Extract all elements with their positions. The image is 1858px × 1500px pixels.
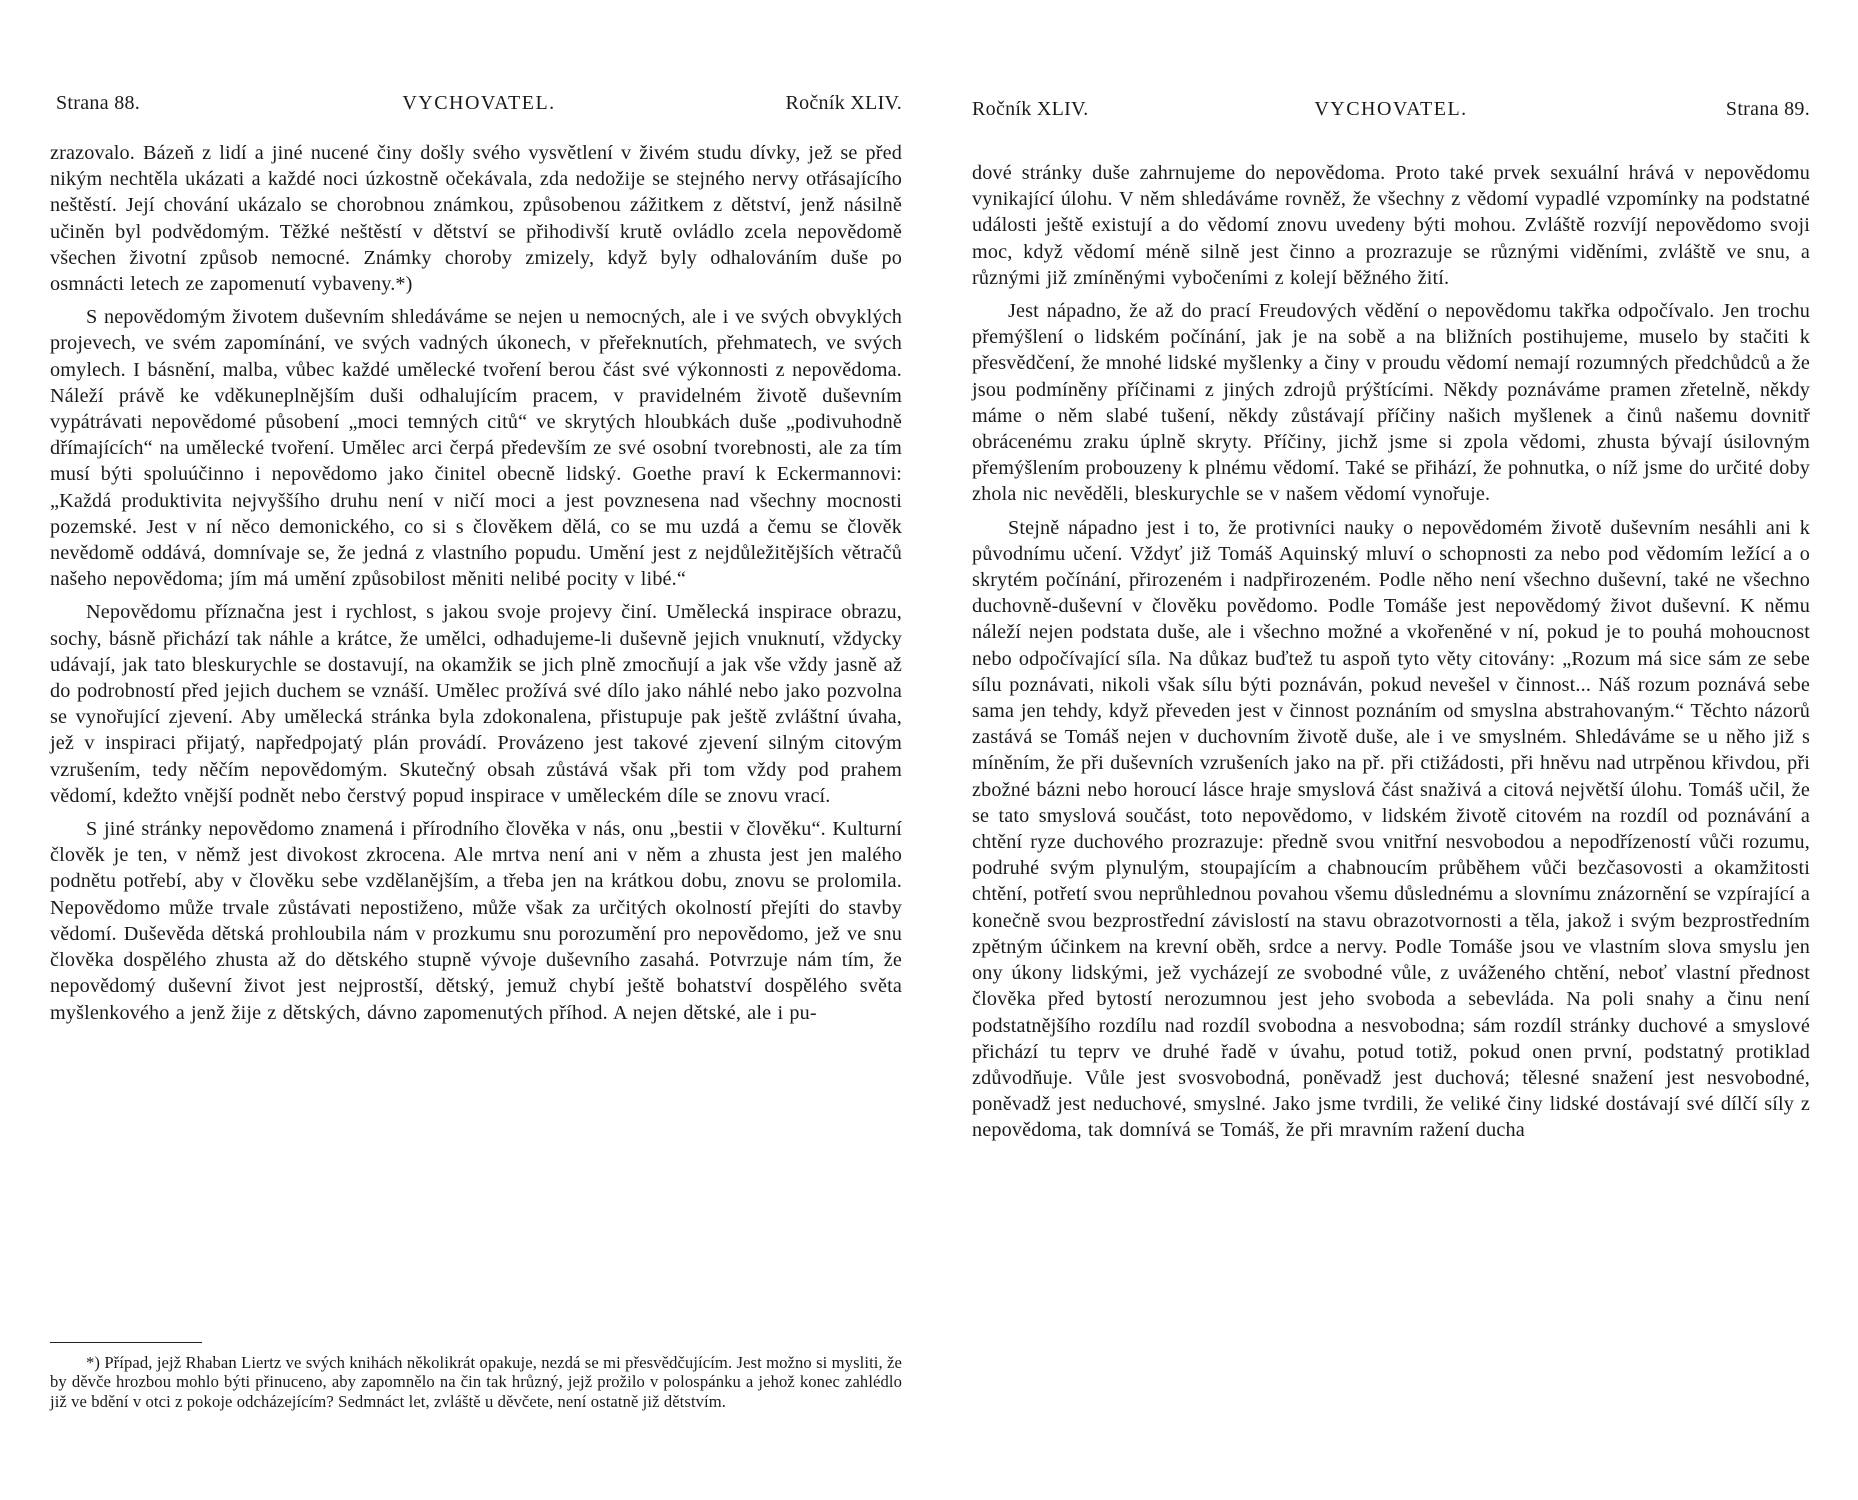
paragraph: S nepovědomým životem duševním shledáváme se nejen u nemocných, ale i ve svých obvyklých projevech, ve svém zapomínání, ve svých vadných úkonech, v přeřeknutích, přehmatech, ve svých omylech. I básnění, malba, vůbec každé umělecké tvoření berou část své výkonnosti z nepovědoma. Náleží právě ke vděkuneplnějším duši odhalujícím pracem, v pravidelném životě duševním vypátrávati nepovědomé působení „moci temných citů“ ve skrytých hloubkách duše „podivuhodně dřímajících“ na umělecké tvoření. Umělec arci čerpá především ze své osobní tvorebnosti, ale za tím musí býti spoluúčinno i nepovědomo jako činitel obecně lidský. Goethe praví k Eckermannovi: „Každá produktivita nejvyššího druhu není v ničí moci a jest povznesena nad všechny mocnosti pozemské. Jest v ní něco demonického, co si s člověkem dělá, co se mu uzdá a čemu se člověk nevědomě oddává, domnívaje se, že jedná z vlastního popudu. Umění jest z nejdůležitějších větračů našeho nepovědoma; jím má umění způsobilost měniti nelibé pocity v libé.“ <box>50 306 902 591</box>
paragraph: zrazovalo. Bázeň z lidí a jiné nucené činy došly svého vysvětlení v živém studu dívky, jež se před nikým nechtěla ukázati a každé noci úzkostně očekávala, zda nedožije se stejného nervy otřásajícího neštěstí. Její chování ukázalo se chorobnou známkou, způsobenou zážitkem z dětství, jenž násilně učiněn byl podvědomým. Těžké neštěstí v dětství se přihodivší krutě ovládlo zcela nepovědomě všechen životní způsob nemocné. Známky choroby zmizely, když byly odhalováním duše po osmnácti letech ze zapomenutí vybaveny.*) <box>50 142 902 296</box>
journal-title: VYCHOVATEL. <box>1314 98 1468 120</box>
paragraph: dové stránky duše zahrnujeme do nepovědoma. Proto také prvek sexuální hrává v nepovědomu vynikající úlohu. V něm shledáváme rovněž, že všechny z vědomí vypadlé vzpomínky na podstatné události ještě existují a do vědomí znovu uvedeny býti mohou. Zvláště rozvíjí nepovědomo svoji moc, když vědomí méně silně jest činno a prozrazuje se různými viděními, zvláště ve snu, a různými již zmíněnými vybočeními z kolejí běžného žití. <box>972 162 1810 289</box>
page-number: Strana 89. <box>1725 98 1810 120</box>
footnote-text: *) Případ, jejž Rhaban Liertz ve svých knihách několikrát opakuje, nezdá se mi přesvědčujícím. Jest možno si mysliti, že by děvče hrozbou mohlo býti přinuceno, aby zapomnělo na čin tak hrůzný, jejž prožilo v polospánku a jehož konec zahlédlo již ve bdění v otci z pokoje odcházejícím? Sedmnáct let, zvláště u děvčete, není ostatně již dětstvím. <box>50 1353 902 1411</box>
right-page-header <box>972 98 1810 128</box>
footnote-divider <box>50 1342 202 1343</box>
paragraph: Stejně nápadno jest i to, že protivníci nauky o nepovědomém životě duševním nesáhli ani k původnímu učení. Vždyť již Tomáš Aquinský mluví o schopnosti za nebo pod vědomím ležící a o skrytém počínání, přirozeném i nadpřirozeném. Podle něho není všechno duševní, také ne všechno duchovně-duševní v člověku povědomo. Podle Tomáše jest nepovědomý život duševní. K němu náleží nejen podstata duše, ale i všechno možné a vkořeněné v ní, pokud je to pouhá mohoucnost nebo odpočívající síla. Na důkaz buďtež tu aspoň tyto věty citovány: „Rozum má sice sám ze sebe sílu poznávati, nikoli však sílu býti poznáván, pokud nevešel v činnost... Náš rozum poznává sebe sama jen tehdy, když převeden jest v činnost poznáním od smyslna abstrahovaným.“ Těchto názorů zastává se Tomáš nejen v duchovním životě duše, ale i ve smyslném. Shledáváme se u něho již s míněním, že při duševních vzrušeních jako na př. při ctižádosti, při hněvu nad utrpěnou křivdou, při zbožné bázni nebo horoucí lásce hraje smyslová část snaživá a citová největší úlohu. Tomáš učil, že se tato smyslová součást, toto nepovědomo, v lidském životě citovém na rozdíl od poznávání a chtění ryze duchového prozrazuje: předně svou vnitřní nesvobodou a nepodřízeností vůči rozumu, podruhé svým plynulým, stoupajícím a chabnoucím průběhem vůči bezčasovosti a okamžitosti chtění, potřetí svou neprůhlednou povahou všemu důslednému a slovnímu znázornění se vzpírající a konečně svou bezprostřední závislostí na stavu obrazotvornosti a těla, jakož i svým bezprostředním zpětným účinkem na krevní oběh, srdce a nervy. Podle Tomáše jsou ve vlastním slova smyslu jen ony úkony lidskými, jež vycházejí ze svobodné vůle, z uváženého chtění, neboť vlastní přednost člověka před bytostí nerozumnou jest jeho svoboda a sebevláda. Na poli snahy a činu není podstatnějšího rozdílu nad rozdíl svobodna a nesvobodna; sám rozdíl stránky duchové a smyslové přichází tu teprv ve druhé řadě v úvahu, potud totiž, pokud onen první, podstatný protiklad zdůvodňuje. Vůle jest svosvobodná, poněvadž jest duchová; tělesné snažení jest nesvobodné, poněvadž jest neduchové, smyslné. Jako jsme tvrdili, že veliké činy lidské dostávají své dílčí síly z nepovědoma, tak domnívá se Tomáš, že při mravním ražení ducha <box>972 516 1810 1142</box>
paragraph: Jest nápadno, že až do prací Freudových vědění o nepovědomu takřka odpočívalo. Jen trochu přemýšlení o lidském počínání, jak je na sobě a na bližních postihujeme, muselo by stačiti k přesvědčení, že mnohé lidské myšlenky a činy v proudu vědomí nemají rozumných předchůdců a že jsou podmíněny příčinami z jiných zdrojů prýštícími. Někdy poznáváme pramen zřetelně, někdy máme o něm slabé tušení, někdy zůstávají příčiny našich myšlenek a činů našemu dovnitř obrácenému zraku úplně skryty. Příčiny, jichž jsme si zpola vědomi, zhusta bývají úsilovným přemýšlením probouzeny k plnému vědomí. Také se přihází, že pohnutka, o níž jsme do určité doby zhola nic nevěděli, bleskurychle se v našem vědomí vynořuje. <box>972 300 1810 506</box>
paragraph: Nepovědomu příznačna jest i rychlost, s jakou svoje projevy činí. Umělecká inspirace obrazu, sochy, básně přichází tak náhle a krátce, že umělci, odhadujeme-li duševně jejich vnuknutí, vždycky udávají, jak tato bleskurychle se dostavují, na okamžik se jich plně zmocňují a jak vše vždy jasně až do podrobností před jejich duchem se vznáší. Umělec prožívá své dílo jako náhlé nebo jako pozvolna se vynořující zjevení. Aby umělecká stránka byla zdokonalena, přistupuje pak ještě zvláštní úvaha, jež v inspiraci přijatý, napředpojatý plán provádí. Provázeno jest takové zjevení silným citovým vzrušením, tedy něčím nepovědomým. Skutečný obsah zůstává však při tom vždy pod prahem vědomí, kdežto vnější podnět nebo čerstvý popud inspirace v uměleckém díle se znovu vrací. <box>50 601 902 807</box>
left-page-header <box>56 92 902 122</box>
left-page-body <box>50 140 902 1026</box>
right-page <box>972 0 1810 1500</box>
right-page-body <box>972 160 1810 1144</box>
journal-title: VYCHOVATEL. <box>402 92 556 114</box>
left-page <box>50 0 902 1500</box>
footnote <box>50 1353 902 1411</box>
volume-label: Ročník XLIV. <box>785 92 902 114</box>
page-number: Strana 88. <box>56 92 141 114</box>
paragraph: S jiné stránky nepovědomo znamená i přírodního člověka v nás, onu „bestii v člověku“. Kulturní člověk je ten, v němž jest divokost zkrocena. Ale mrtva není ani v něm a zhusta jest jen malého podnětu potřebí, aby v člověku sebe vzdělanějším, a třeba jen na krátkou dobu, znovu se prolomila. Nepovědomo může trvale zůstávati nepostiženo, může však za určitých okolností přejíti do stavby vědomí. Duševěda dětská prohloubila nám v prozkumu snu porozumění pro nepovědomo, jež ve snu člověka dospělého zhusta až do dětského stupně vývoje duševního zasahá. Potvrzuje nám tím, že nepovědomý duševní život jest nejprostší, dětský, jemuž chybí ještě bohatství dospělého světa myšlenkového a jenž žije z dětských, dávno zapomenutých příhod. A nejen dětské, ale i pu- <box>50 818 902 1024</box>
volume-label: Ročník XLIV. <box>972 98 1089 120</box>
